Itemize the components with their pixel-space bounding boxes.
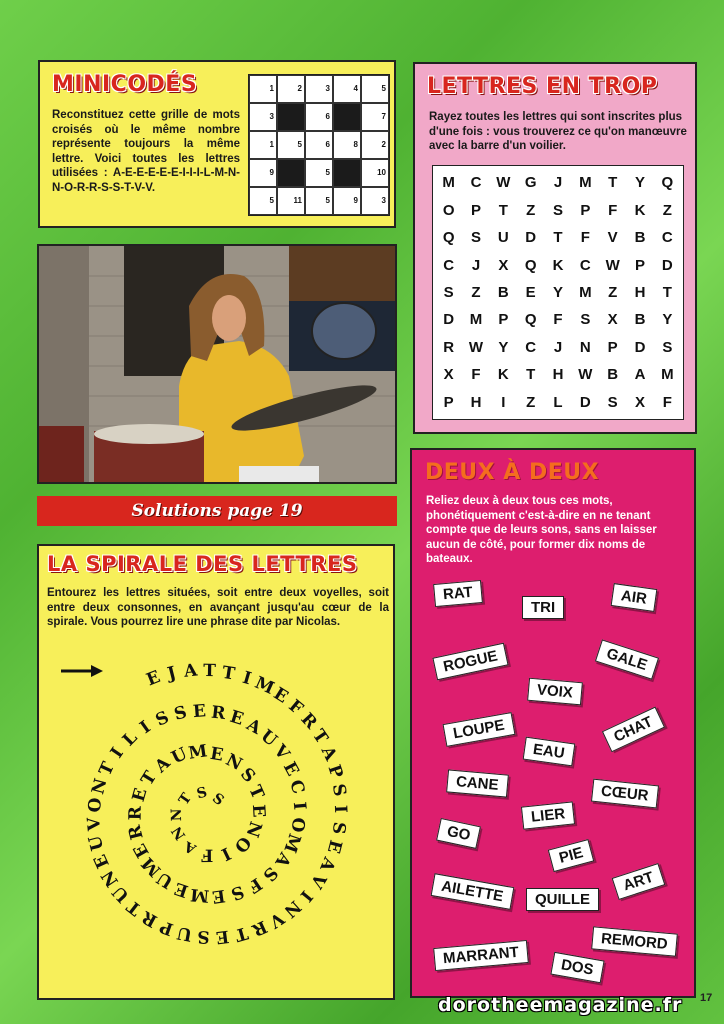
minicodes-panel (38, 60, 396, 228)
letter-cell: X (607, 311, 618, 329)
grid-black-cell (277, 159, 305, 187)
grid-cell (361, 75, 389, 103)
page-number: 17 (700, 992, 713, 1004)
grid-cell-number: 5 (325, 196, 330, 205)
spiral-letter: L (118, 727, 142, 751)
letter-cell: D (661, 256, 673, 274)
grid-cell-number: 8 (353, 140, 358, 149)
spiral-letter: T (232, 922, 251, 945)
deux-instructions: Reliez deux à deux tous ces mots, phonétiquement c'est-à-dire en ne tenant compte que de leurs sons, sans en laisser aucun de côté, pour former dix noms de bateaux. (426, 495, 657, 565)
letter-cell: J (553, 338, 563, 356)
spiral-letter: M (187, 741, 209, 764)
grid-cell (249, 103, 277, 131)
letter-cell: Y (498, 338, 509, 356)
spiral-letter: T (220, 662, 237, 685)
spiral-letter: A (315, 854, 339, 875)
grid-cell-number: 4 (353, 84, 358, 93)
letter-cell: X (634, 393, 645, 411)
word-card: MARRANT (433, 940, 528, 971)
spiral-letter: N (279, 896, 305, 922)
grid-cell-number: 2 (297, 84, 302, 93)
letter-cell: V (607, 229, 618, 247)
spiral-letter: U (175, 922, 194, 945)
grid-cell-number: 5 (269, 196, 274, 205)
spiral-letter: R (210, 702, 227, 725)
letter-cell: B (634, 311, 646, 329)
spiral-letter: S (327, 820, 349, 836)
letter-cell: J (471, 256, 481, 274)
letter-cell: K (634, 201, 646, 219)
spiral-letter: E (214, 925, 231, 948)
grid-black-cell (333, 159, 361, 187)
letter-cell: Y (552, 283, 563, 301)
grid-cell (277, 75, 305, 103)
footer-site: dorotheemagazine.fr (438, 994, 683, 1016)
spirale-title: LA SPIRALE DES LETTRES (47, 552, 358, 576)
letter-cell: I (501, 393, 506, 411)
spiral-letter: T (203, 660, 217, 682)
grid-cell-number: 10 (377, 168, 386, 177)
grid-cell (305, 103, 333, 131)
grid-cell (277, 187, 305, 215)
grid-cell-number: 5 (297, 140, 302, 149)
minicodes-title: MINICODÉS (52, 72, 198, 97)
letter-cell: C (579, 256, 591, 274)
spiral-letter: N (88, 776, 112, 797)
spiral-letter: F (201, 844, 214, 865)
spiral-letter: V (269, 741, 294, 765)
letter-cell: P (443, 393, 454, 411)
letter-cell: B (634, 229, 646, 247)
word-card: PIE (548, 839, 595, 872)
letter-cell: G (524, 174, 537, 192)
word-card: TRI (522, 596, 564, 619)
solutions-text: Solutions page 19 (131, 501, 303, 521)
letter-cell: P (634, 256, 645, 274)
word-card: RAT (433, 580, 483, 607)
grid-cell-number: 11 (293, 196, 302, 205)
spiral-letter: V (83, 816, 106, 832)
spiral-letter: S (197, 926, 210, 947)
word-card: GO (436, 818, 481, 849)
spiral-letter: O (84, 796, 107, 814)
spiral-letter: C (285, 777, 309, 797)
spiral-letter: I (240, 667, 254, 690)
grid-black-cell (277, 103, 305, 131)
grid-cell (361, 131, 389, 159)
letter-cell: D (634, 338, 646, 356)
letter-cell: Y (634, 174, 645, 192)
spiral-letter: A (151, 753, 175, 777)
letter-cell: L (553, 393, 563, 411)
letter-cell: M (469, 311, 483, 329)
letter-cell: C (470, 174, 482, 192)
letter-cell: D (443, 311, 455, 329)
grid-cell-number: 3 (269, 112, 274, 121)
spiral-letter: T (307, 725, 332, 748)
spiral-letter: R (124, 822, 148, 842)
spiral-letter: E (128, 785, 152, 804)
letter-cell: M (442, 174, 455, 192)
spiral-letter: F (244, 873, 266, 897)
letter-cell: Q (661, 174, 674, 192)
spiral-letter: V (265, 907, 288, 932)
letter-cell: C (661, 229, 673, 247)
spiral-letter: A (243, 714, 265, 739)
spiral-letter: E (210, 884, 227, 907)
letter-cell: T (526, 366, 536, 384)
letter-cell: D (579, 393, 591, 411)
spiral-letter: T (95, 759, 119, 779)
grid-cell (249, 187, 277, 215)
spiral-letter: V (305, 869, 330, 892)
arrow-right-icon (61, 665, 103, 677)
grid-cell (333, 131, 361, 159)
spiral-letter: A (181, 837, 199, 857)
spirale-instructions: Entourez les lettres situées, soit entre deux voyelles, soit entre deux consonnes, en avançant jusqu'au cœur de la spirale. Vous pourrez lire une phrase dite par Nicolas. (47, 587, 389, 628)
grid-cell (277, 131, 305, 159)
grid-cell-number: 6 (325, 112, 330, 121)
letter-cell: Y (662, 311, 673, 329)
grid-cell (361, 103, 389, 131)
grid-cell-number: 5 (381, 84, 386, 93)
solutions-banner (37, 496, 397, 526)
deux-title: DEUX À DEUX (425, 460, 600, 485)
letter-cell: S (607, 393, 618, 411)
spiral-letter: E (129, 839, 154, 861)
spiral-letter: U (256, 725, 281, 751)
letter-cell: F (608, 201, 618, 219)
spiral-letter: R (248, 915, 271, 940)
spiral-letter: N (168, 823, 190, 843)
spiral-letter: I (329, 804, 351, 814)
minicodes-grid (248, 74, 390, 216)
letter-cell: Z (608, 283, 618, 301)
letter-cell: J (553, 174, 563, 192)
letter-cell: Z (662, 201, 672, 219)
spiral-letter: T (137, 767, 162, 790)
drummer-photo (37, 244, 397, 484)
grid-black-cell (333, 103, 361, 131)
letter-cell: H (552, 366, 564, 384)
letter-cell: B (497, 283, 509, 301)
letter-cell: S (470, 229, 481, 247)
letter-cell: P (470, 201, 481, 219)
grid-cell (333, 75, 361, 103)
spiral-letter: I (106, 744, 128, 762)
letter-cell: P (580, 201, 591, 219)
spiral-letter: T (175, 790, 196, 809)
word-card: LIER (521, 801, 575, 829)
spiral-letter: S (172, 702, 190, 725)
letter-cell: W (496, 174, 511, 192)
spiral-letter: R (296, 709, 321, 734)
grid-cell-number: 1 (269, 84, 274, 93)
grid-cell (333, 187, 361, 215)
spiral-letter: E (278, 758, 303, 780)
grid-cell-number: 3 (325, 84, 330, 93)
letter-cell: S (552, 201, 563, 219)
spiral-letter: I (217, 842, 234, 865)
spiral-letter: S (236, 764, 260, 787)
deux-a-deux-panel (410, 448, 696, 998)
letter-cell: O (442, 201, 455, 219)
spiral-letter: P (157, 915, 177, 939)
spiral-letter: E (227, 706, 246, 730)
grid-cell-number: 2 (381, 140, 386, 149)
word-card: ROGUE (432, 643, 508, 681)
letter-cell: P (607, 338, 618, 356)
letter-cell: Q (524, 256, 537, 274)
letter-cell: D (525, 229, 537, 247)
spiral-letter: E (90, 851, 114, 872)
spiral-letter: R (125, 806, 146, 821)
drummer-photo-image (39, 246, 397, 484)
spiral-letter: U (108, 881, 134, 907)
letter-cell: W (468, 338, 484, 356)
spiral-letter: U (168, 743, 191, 769)
letter-cell: T (608, 174, 618, 192)
spiral-letter: I (136, 717, 155, 739)
letter-cell: R (443, 338, 455, 356)
spiral-letter: A (270, 848, 295, 871)
spiral-letter: O (286, 816, 309, 834)
spiral-letter: A (316, 743, 341, 764)
grid-cell (249, 159, 277, 187)
letter-cell: F (471, 366, 481, 384)
lettres-en-trop-panel (413, 62, 697, 434)
letter-cell: Z (526, 393, 536, 411)
word-card: CŒUR (591, 779, 659, 809)
letter-cell: N (579, 338, 591, 356)
spiral-letter: N (97, 866, 123, 891)
spiral-letter: A (182, 660, 199, 682)
spiral-letter: I (295, 886, 317, 906)
grid-cell-number: 9 (269, 168, 274, 177)
lettres-title: LETTRES EN TROP (427, 74, 658, 99)
letter-cell: K (497, 366, 509, 384)
grid-cell (361, 187, 389, 215)
word-card: CHAT (602, 707, 665, 753)
grid-cell-number: 5 (325, 168, 330, 177)
letter-cell: E (525, 283, 536, 301)
grid-cell (249, 131, 277, 159)
letter-cell: M (661, 366, 674, 384)
word-card: AIR (611, 583, 658, 612)
spiral-letter: M (137, 852, 166, 881)
spirale-panel (37, 544, 395, 1000)
letter-cell: Q (524, 311, 537, 329)
spiral-letter: U (153, 867, 177, 893)
letter-grid (432, 165, 684, 420)
grid-cell-number: 1 (269, 140, 274, 149)
letter-cell: W (605, 256, 620, 274)
spiral-letter: P (323, 762, 347, 781)
spiral-letter: S (258, 862, 282, 886)
word-card: AILETTE (431, 873, 514, 910)
spiral-letter: R (138, 906, 161, 931)
letter-cell: H (634, 283, 646, 301)
spiral-letter: N (222, 750, 246, 776)
grid-cell-number: 6 (325, 140, 330, 149)
letter-cell: K (552, 256, 564, 274)
letter-cell: X (443, 366, 454, 384)
letter-cell: T (498, 201, 508, 219)
letter-cell: M (579, 174, 592, 192)
letter-cell: Z (471, 283, 481, 301)
grid-cell (305, 159, 333, 187)
spiral-letter: E (247, 803, 269, 819)
letter-cell: C (443, 256, 455, 274)
letter-cell: S (580, 311, 591, 329)
spiral-letter: E (269, 683, 292, 708)
minicodes-instructions: Reconstituez cette grille de mots croisés où le même nombre représente toujours la même lettre. Voici toutes les lettres utilisées : A-E-E-E-E-E-I-I-I-L-M-N-N-O-R-R-S-S-T-V-V. (52, 109, 240, 194)
spiral-letter: S (227, 880, 247, 904)
word-card: VOIX (527, 678, 583, 706)
grid-cell (305, 131, 333, 159)
letter-cell: T (662, 283, 672, 301)
letter-cell: H (470, 393, 482, 411)
grid-cell (249, 75, 277, 103)
word-card: GALE (595, 639, 659, 679)
spiral-letter: N (241, 818, 266, 840)
spiral-letter: M (279, 830, 305, 856)
spiral-letter: S (209, 790, 227, 810)
grid-cell-number: 9 (353, 196, 358, 205)
spiral-letter: E (143, 667, 164, 691)
spiral-letter: S (195, 784, 209, 803)
spiral-letter: E (192, 701, 207, 723)
grid-cell (305, 187, 333, 215)
word-card: DOS (550, 952, 604, 983)
letter-cell: Z (526, 201, 536, 219)
letter-cell: C (525, 338, 537, 356)
letter-cell: T (553, 229, 563, 247)
word-card: ART (612, 863, 666, 900)
letter-cell: P (498, 311, 509, 329)
letter-cell: W (578, 366, 593, 384)
word-card: REMORD (591, 926, 677, 956)
grid-cell (361, 159, 389, 187)
letter-cell: B (607, 366, 619, 384)
grid-cell (305, 75, 333, 103)
spiral-letter: T (123, 895, 146, 920)
spiral-letter: E (208, 743, 225, 766)
letter-cell: F (580, 229, 590, 247)
letter-cell: S (662, 338, 673, 356)
letter-cell: M (579, 283, 592, 301)
grid-cell-number: 7 (381, 112, 386, 121)
spiral-letter: S (327, 782, 350, 798)
spiral-letter: I (288, 801, 310, 811)
spiral-letter: F (284, 695, 307, 720)
spiral-letter: M (251, 672, 278, 699)
spiral-letter: M (189, 883, 211, 906)
letter-cell: A (634, 366, 646, 384)
letter-cell: F (662, 393, 672, 411)
word-card: LOUPE (443, 712, 516, 747)
word-card: CANE (446, 769, 508, 797)
word-card: QUILLE (526, 888, 599, 911)
letter-spiral (39, 636, 393, 996)
spiral-letter: J (165, 663, 179, 685)
letter-cell: X (498, 256, 509, 274)
spiral-letter: E (322, 837, 346, 856)
spiral-letter: T (244, 782, 268, 803)
letter-cell: F (553, 311, 563, 329)
word-card: EAU (523, 737, 575, 767)
grid-cell-number: 3 (381, 196, 386, 205)
spiral-letter: O (229, 831, 255, 857)
spiral-letter: N (168, 808, 186, 822)
lettres-instructions: Rayez toutes les lettres qui sont inscrites plus d'une fois : vous trouverez ce qu'on manœuvre avec la barre d'un voilier. (429, 111, 687, 152)
spiral-letter: S (152, 707, 173, 731)
letter-cell: S (443, 283, 454, 301)
spiral-letter: U (85, 833, 109, 853)
letter-cell: U (497, 229, 509, 247)
spiral-letter: E (172, 877, 191, 901)
letter-cell: Q (442, 229, 455, 247)
